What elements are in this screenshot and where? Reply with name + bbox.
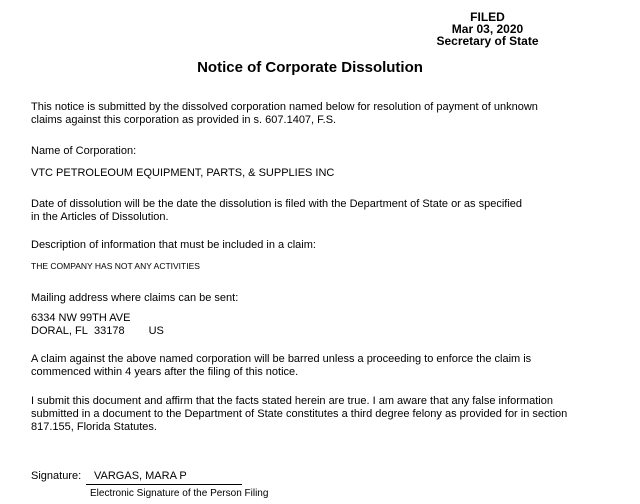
affirm-paragraph	[31, 395, 567, 434]
affirm-line-3: 817.155, Florida Statutes.	[31, 421, 157, 433]
mailing-zip: 33178	[94, 325, 125, 337]
barred-paragraph	[31, 353, 531, 379]
dissolution-line-1: Date of dissolution will be the date the dissolution is filed with the Department of State or as specified	[31, 198, 522, 210]
filing-stamp	[430, 11, 545, 47]
barred-line-2: commenced within 4 years after the filing of this notice.	[31, 366, 299, 378]
mailing-state: FL	[75, 325, 88, 337]
stamp-office: Secretary of State	[436, 34, 539, 48]
signature-label: Signature:	[31, 470, 82, 482]
dissolution-line-2: in the Articles of Dissolution.	[31, 211, 169, 223]
mailing-address	[31, 312, 164, 338]
claim-info-label: Description of information that must be included in a claim:	[31, 239, 316, 251]
affirm-line-2: submitted in a document to the Department of State constitutes a third degree felony as provided for in section	[31, 408, 568, 420]
mailing-city-line	[31, 325, 164, 338]
affirm-line-1: I submit this document and affirm that the facts stated herein are true. I am aware that any false information	[31, 395, 553, 407]
claim-info-value: THE COMPANY HAS NOT ANY ACTIVITIES	[31, 261, 200, 271]
signature-caption: Electronic Signature of the Person Filing	[90, 488, 269, 499]
intro-line-1: This notice is submitted by the dissolved corporation named below for resolution of payment of unknown	[31, 101, 538, 113]
mailing-street: 6334 NW 99TH AVE	[31, 312, 131, 324]
intro-line-2: claims against this corporation as provided in s. 607.1407, F.S.	[31, 114, 337, 126]
stamp-date: Mar 03, 2020	[451, 22, 524, 36]
mailing-label: Mailing address where claims can be sent:	[31, 292, 239, 304]
page-title: Notice of Corporate Dissolution	[197, 59, 423, 76]
stamp-filed: FILED	[470, 10, 505, 24]
signature-line	[86, 484, 242, 485]
dissolution-paragraph	[31, 198, 522, 224]
mailing-city: DORAL,	[31, 325, 72, 337]
signature-name: VARGAS, MARA P	[94, 470, 187, 482]
corporation-label: Name of Corporation:	[31, 145, 137, 157]
corporation-name: VTC PETROLEOUM EQUIPMENT, PARTS, & SUPPLIES INC	[31, 167, 335, 179]
barred-line-1: A claim against the above named corporation will be barred unless a proceeding to enforce the claim is	[31, 353, 532, 365]
mailing-country: US	[148, 325, 164, 337]
intro-paragraph	[31, 101, 538, 127]
